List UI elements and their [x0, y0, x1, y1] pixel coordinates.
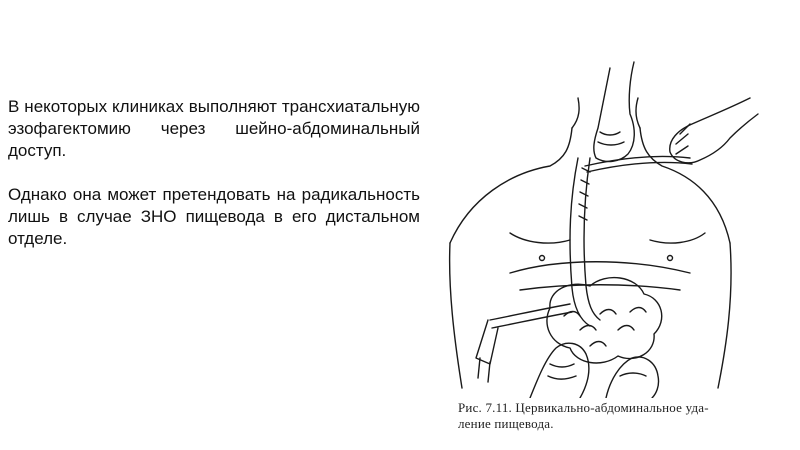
- paragraph-intro: В некоторых клиниках выполняют трансхиатальную эзофагектомию через шейно-абдоминальный доступ.: [8, 97, 420, 160]
- paragraph-note: Однако она может претендовать на радикальность лишь в случае ЗНО пищевода в его дистальном отделе.: [8, 185, 420, 248]
- caption-line-2: ление пищевода.: [458, 416, 554, 431]
- surgery-illustration: [430, 58, 760, 398]
- slide-text: [8, 96, 420, 272]
- caption-line-1: Рис. 7.11. Цервикально-абдоминальное уда-: [458, 400, 709, 415]
- figure-caption: [458, 400, 778, 432]
